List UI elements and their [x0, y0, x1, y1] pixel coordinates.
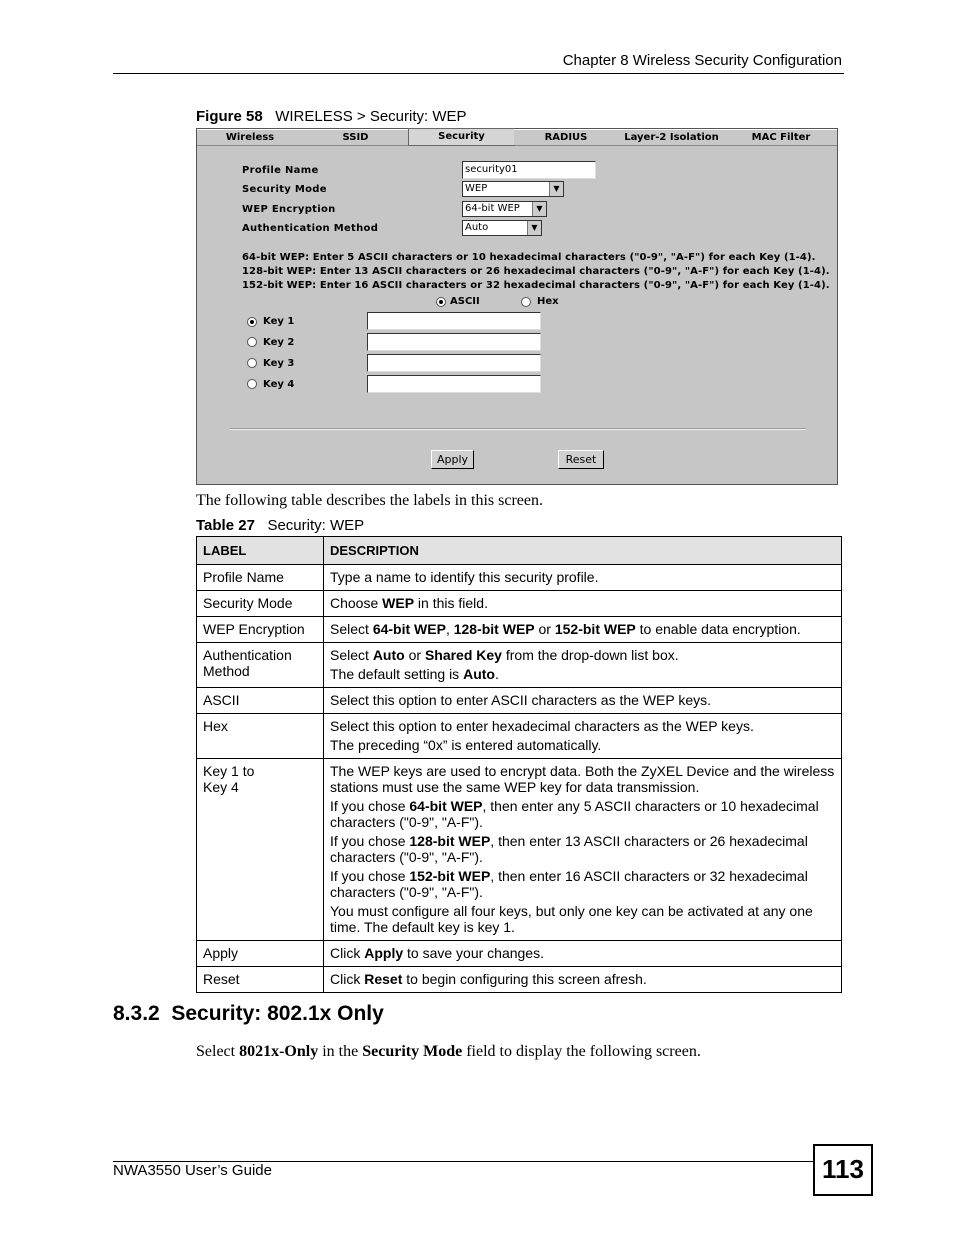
key3-input[interactable]	[367, 354, 541, 372]
section-heading: 8.3.2 Security: 802.1x Only	[113, 1002, 384, 1025]
figure-number: Figure 58	[196, 108, 263, 125]
table-row	[197, 643, 842, 688]
row-label: Security Mode	[197, 591, 324, 617]
ascii-label: ASCII	[450, 296, 480, 307]
auth-method-label: Authentication Method	[242, 223, 379, 234]
row-description	[324, 591, 842, 617]
description-paragraph: Select this option to enter hexadecimal characters as the WEP keys.	[330, 718, 754, 734]
description-paragraph: Select this option to enter ASCII characters as the WEP keys.	[330, 692, 712, 708]
description-paragraph: The WEP keys are used to encrypt data. Both the ZyXEL Device and the wireless stations must use the same WEP key for data transmission.	[330, 763, 835, 795]
description-paragraph: If you chose 128-bit WEP, then enter 13 ASCII characters or 26 hexadecimal characters ("0-9", "A-F").	[330, 833, 808, 865]
table-row	[197, 591, 842, 617]
chevron-down-icon: ▼	[549, 182, 563, 196]
apply-button[interactable]: Apply	[431, 450, 474, 469]
table-row	[197, 688, 842, 714]
key1-label: Key 1	[263, 316, 295, 327]
chevron-down-icon: ▼	[532, 202, 546, 216]
tab-wireless[interactable]: Wireless	[197, 129, 304, 145]
key4-label: Key 4	[263, 379, 295, 390]
row-description	[324, 759, 842, 941]
figure-title: WIRELESS > Security: WEP	[275, 108, 467, 125]
note-64bit: 64-bit WEP: Enter 5 ASCII characters or 10 hexadecimal characters ("0-9", "A-F") for each Key (1-4).	[242, 252, 816, 263]
row-label: Key 1 to Key 4	[197, 759, 324, 941]
key1-input[interactable]	[367, 312, 541, 330]
key1-radio[interactable]	[247, 317, 257, 327]
key4-input[interactable]	[367, 375, 541, 393]
row-label: Profile Name	[197, 565, 324, 591]
row-description	[324, 941, 842, 967]
table-row	[197, 967, 842, 993]
table-body	[197, 565, 842, 993]
description-paragraph: If you chose 64-bit WEP, then enter any 5 ASCII characters or 10 hexadecimal characters ("0-9", "A-F").	[330, 798, 819, 830]
security-mode-value: WEP	[465, 183, 488, 194]
key3-radio[interactable]	[247, 358, 257, 368]
row-label: Authentication Method	[197, 643, 324, 688]
text-run: in the	[318, 1043, 363, 1060]
note-128bit: 128-bit WEP: Enter 13 ASCII characters or 26 hexadecimal characters ("0-9", "A-F") for each Key (1-4).	[242, 266, 830, 277]
figure-caption	[196, 108, 467, 125]
key3-label: Key 3	[263, 358, 295, 369]
text-run: Select	[196, 1043, 240, 1060]
section-paragraph	[196, 1043, 701, 1061]
table-caption	[196, 517, 364, 534]
description-paragraph: Select 64-bit WEP, 128-bit WEP or 152-bit WEP to enable data encryption.	[330, 621, 801, 637]
row-label: Reset	[197, 967, 324, 993]
wep-encryption-label: WEP Encryption	[242, 204, 336, 215]
security-mode-label: Security Mode	[242, 184, 327, 195]
row-description	[324, 688, 842, 714]
description-paragraph: Type a name to identify this security profile.	[330, 569, 599, 585]
row-description	[324, 617, 842, 643]
row-description	[324, 565, 842, 591]
column-header-description: DESCRIPTION	[324, 537, 842, 565]
page-number: 113	[813, 1144, 873, 1196]
hex-label: Hex	[537, 296, 559, 307]
row-label: WEP Encryption	[197, 617, 324, 643]
auth-method-value: Auto	[465, 222, 489, 233]
row-label: Hex	[197, 714, 324, 759]
table-row	[197, 759, 842, 941]
chevron-down-icon: ▼	[527, 221, 541, 235]
reset-button[interactable]: Reset	[558, 450, 604, 469]
footer-guide-title: NWA3550 User’s Guide	[113, 1162, 272, 1179]
note-152bit: 152-bit WEP: Enter 16 ASCII characters or 32 hexadecimal characters ("0-9", "A-F") for each Key (1-4).	[242, 280, 830, 291]
intro-paragraph: The following table describes the labels in this screen.	[196, 492, 544, 509]
column-header-label: LABEL	[197, 537, 324, 565]
description-paragraph: You must configure all four keys, but only one key can be activated at any one time. The default key is key 1.	[330, 903, 813, 935]
table-row	[197, 565, 842, 591]
description-paragraph: Choose WEP in this field.	[330, 595, 488, 611]
form-divider	[230, 428, 806, 430]
bold-term: 8021x-Only	[239, 1043, 319, 1060]
description-paragraph: If you chose 152-bit WEP, then enter 16 ASCII characters or 32 hexadecimal characters ("0-9", "A-F").	[330, 868, 808, 900]
tab-bar	[197, 129, 837, 146]
profile-name-input[interactable]: security01	[462, 161, 596, 179]
description-paragraph: Select Auto or Shared Key from the drop-down list box.	[330, 647, 679, 663]
key4-radio[interactable]	[247, 379, 257, 389]
row-label: ASCII	[197, 688, 324, 714]
key2-input[interactable]	[367, 333, 541, 351]
header-rule	[113, 73, 844, 74]
auth-method-select[interactable]	[462, 220, 542, 236]
description-paragraph: The default setting is Auto.	[330, 666, 499, 682]
wep-config-screenshot	[196, 128, 838, 485]
table-header-row	[197, 537, 842, 565]
security-mode-select[interactable]	[462, 181, 564, 197]
wep-encryption-select[interactable]	[462, 201, 547, 217]
tab-security[interactable]: Security	[408, 128, 515, 146]
row-label: Apply	[197, 941, 324, 967]
bold-term: Security Mode	[362, 1043, 463, 1060]
key2-radio[interactable]	[247, 337, 257, 347]
description-paragraph: Click Apply to save your changes.	[330, 945, 544, 961]
profile-name-label: Profile Name	[242, 165, 319, 176]
tab-layer2-isolation[interactable]: Layer-2 Isolation	[618, 129, 726, 145]
description-table	[196, 536, 842, 993]
wep-encryption-value: 64-bit WEP	[465, 203, 520, 214]
running-header: Chapter 8 Wireless Security Configuration	[562, 52, 842, 69]
table-row	[197, 714, 842, 759]
table-number: Table 27	[196, 517, 255, 534]
row-description	[324, 714, 842, 759]
hex-radio[interactable]	[521, 297, 531, 307]
tab-radius[interactable]: RADIUS	[514, 129, 619, 145]
table-row	[197, 941, 842, 967]
key2-label: Key 2	[263, 337, 295, 348]
tab-ssid[interactable]: SSID	[303, 129, 409, 145]
text-run: field to display the following screen.	[462, 1043, 701, 1060]
table-title: Security: WEP	[267, 517, 365, 534]
ascii-radio[interactable]	[436, 297, 446, 307]
tab-mac-filter[interactable]: MAC Filter	[725, 129, 837, 145]
row-description	[324, 967, 842, 993]
description-paragraph: Click Reset to begin configuring this screen afresh.	[330, 971, 647, 987]
row-description	[324, 643, 842, 688]
table-row	[197, 617, 842, 643]
description-paragraph: The preceding “0x” is entered automatically.	[330, 737, 602, 753]
